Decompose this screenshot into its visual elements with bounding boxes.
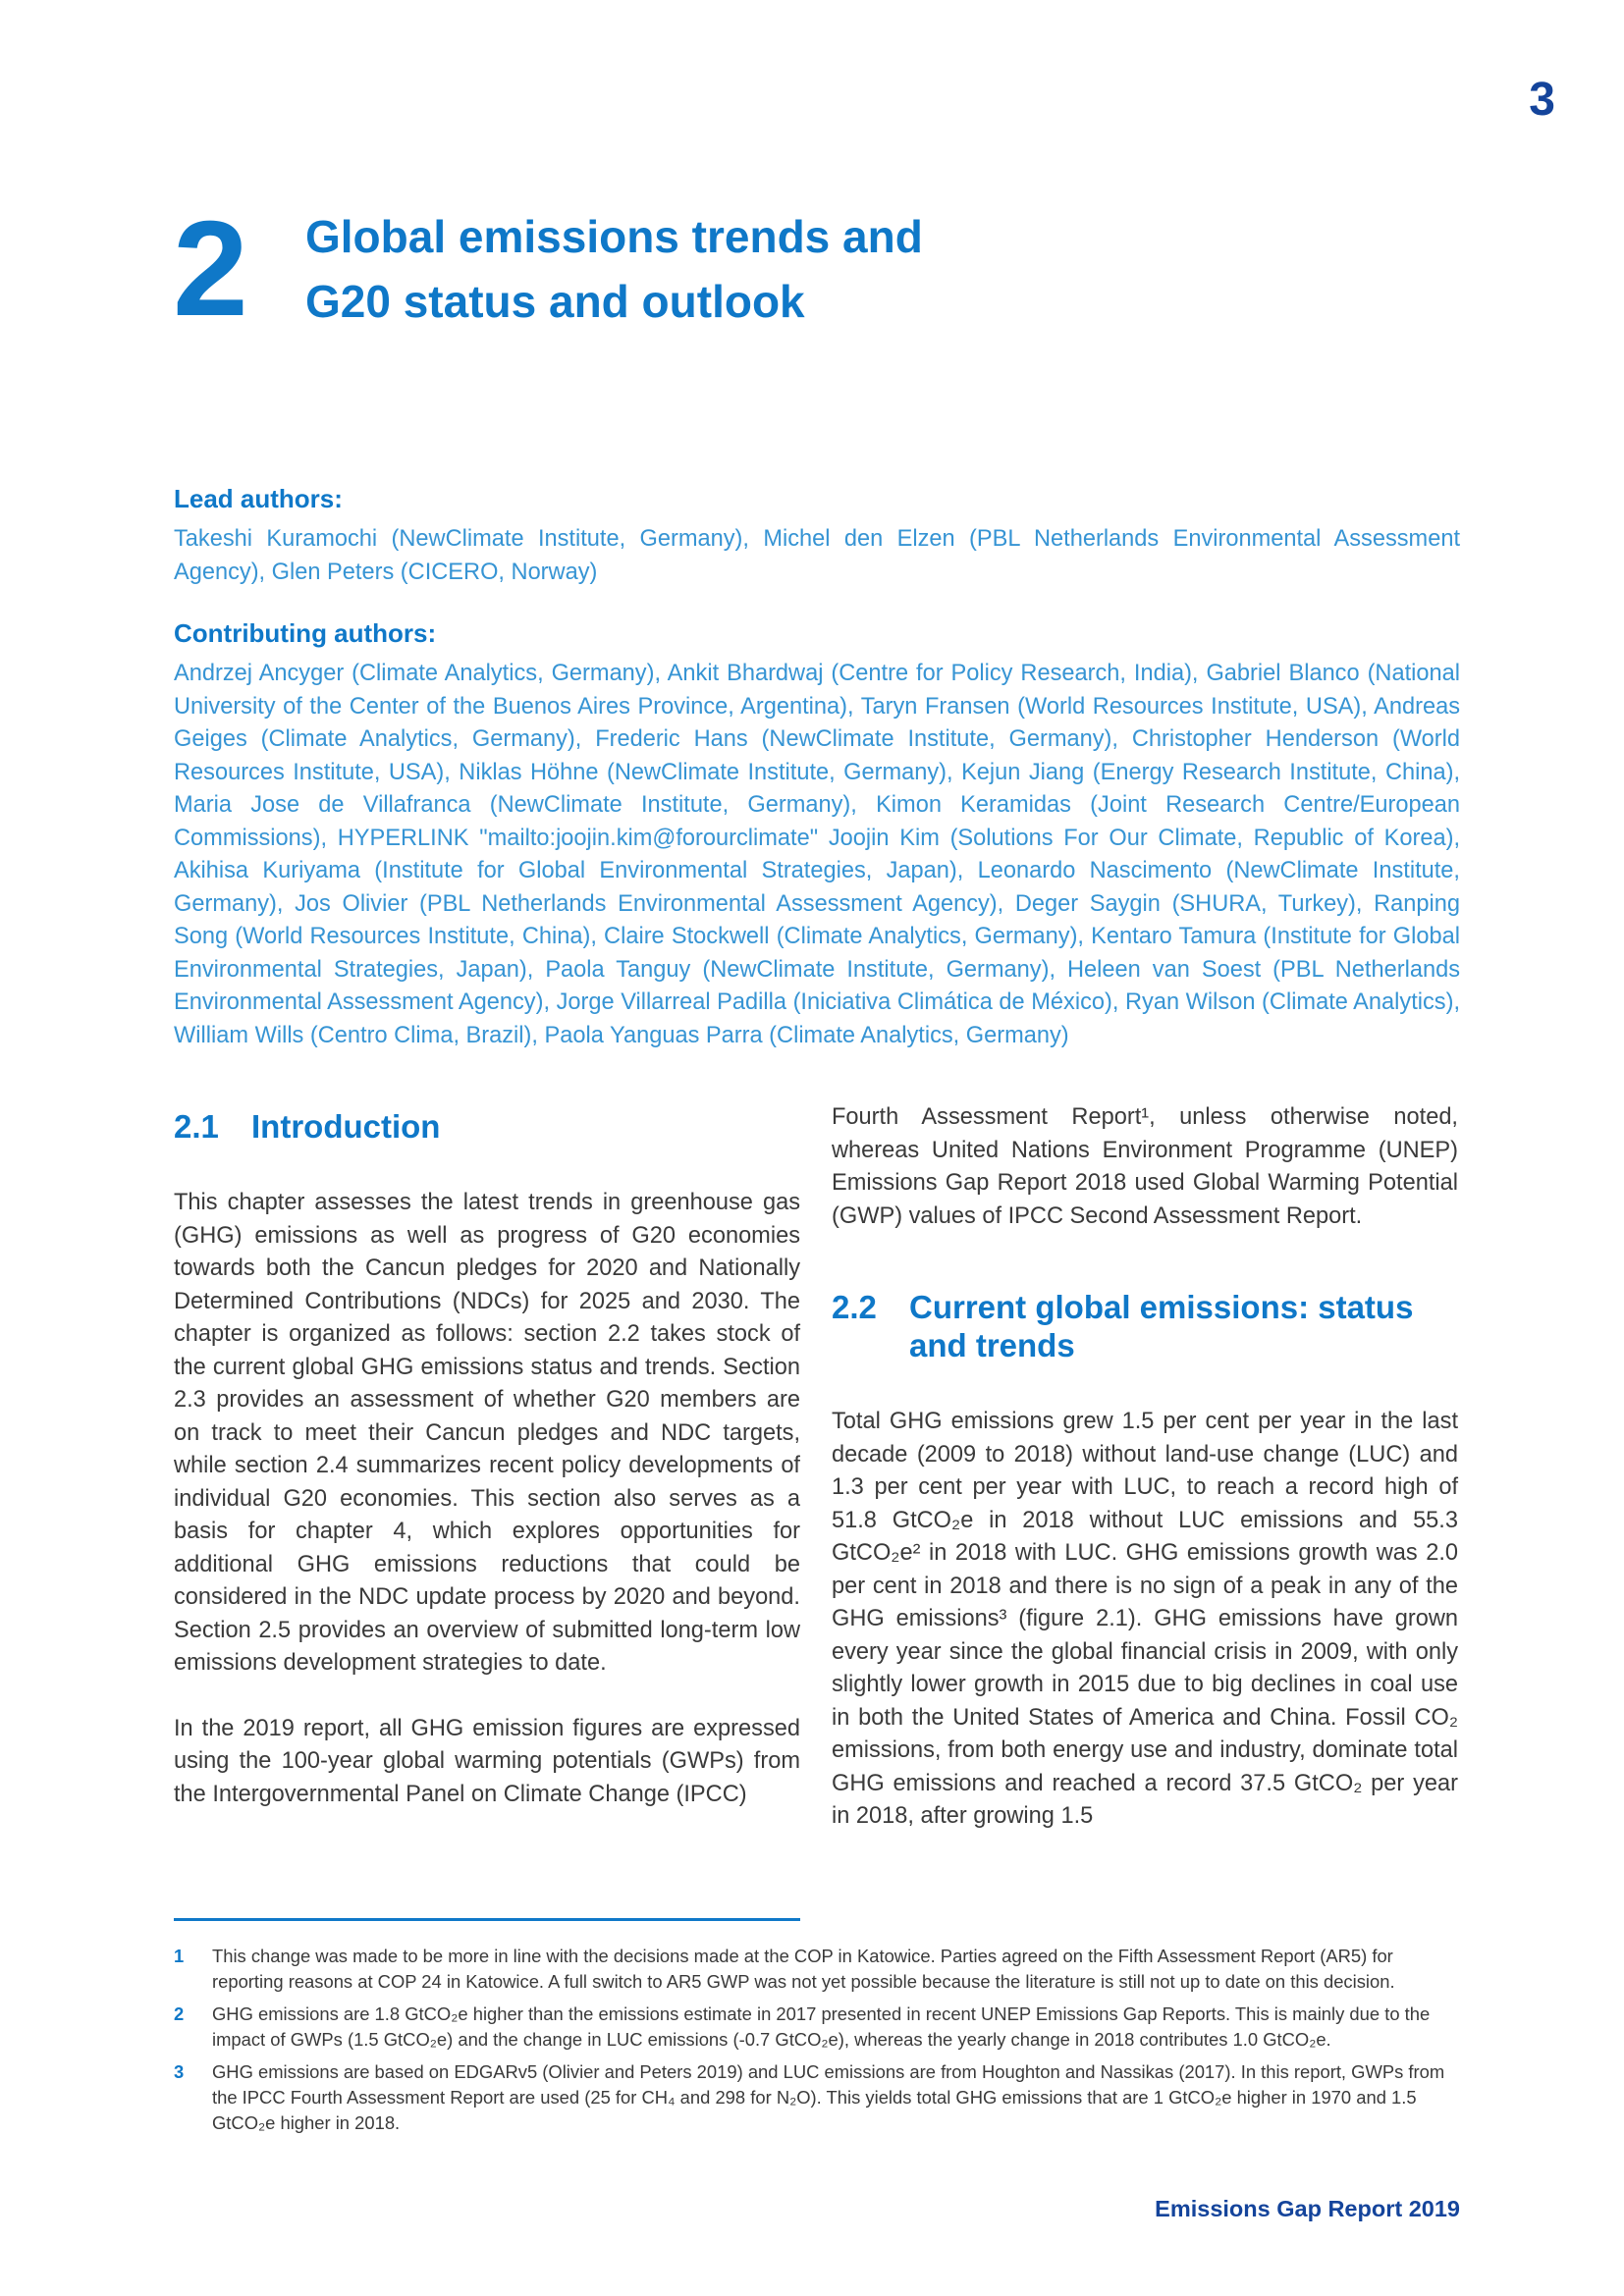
section-2-2-number: 2.2 [832,1289,877,1325]
footnote-2-number: 2 [174,2003,185,2024]
section-2-2-title-line-1: Current global emissions: status [909,1289,1414,1325]
footnote-2 [174,2002,1460,2053]
intro-paragraph-1: This chapter assesses the latest trends in greenhouse gas (GHG) emissions as well as progress of G20 economies towards both the Cancun pledges for 2020 and Nationally Determined Contributions (NDCs) for 2025 and 2030. The chapter is organized as follows: section 2.2 takes stock of the current global GHG emissions status and trends. Section 2.3 provides an assessment of whether G20 members are on track to meet their Cancun pledges and NDC targets, while section 2.4 summarizes recent policy developments of individual G20 economies. This section also serves as a basis for chapter 4, which explores opportunities for additional GHG emissions reductions that could be considered in the NDC update process by 2020 and beyond. Section 2.5 provides an overview of submitted long-term low emissions development strategies to date. [174,1190,800,1676]
intro-paragraph-2: In the 2019 report, all GHG emission figures are expressed using the 100-year global warming potentials (GWPs) from the Intergovernmental Panel on Climate Change (IPCC) [174,1715,800,1807]
footnote-1-number: 1 [174,1946,185,1966]
lead-authors-text: Takeshi Kuramochi (NewClimate Institute, Germany), Michel den Elzen (PBL Netherlands Environmental Assessment Agency), Glen Peters (CICERO, Norway) [174,526,1460,585]
footnotes [174,1944,1460,2143]
chapter-title [305,204,1189,334]
footnote-1 [174,1944,1460,1995]
section-2-2-heading [832,1288,1458,1364]
chapter-number: 2 [173,193,246,345]
chapter-title-line-2: G20 status and outlook [305,276,805,327]
footnote-1-text: This change was made to be more in line with the decisions made at the COP in Katowice. Parties agreed on the Fifth Assessment Report (AR5) for reporting reasons at COP 24 in Katowice. A full switch to AR5 GWP was not yet possible because the literature is still not up to date on this decision. [212,1946,1395,1992]
footnote-divider [174,1918,800,1921]
right-column [832,1101,1458,1834]
chapter-title-line-1: Global emissions trends and [305,211,923,262]
left-column [174,1101,800,1811]
contributing-authors-heading: Contributing authors: [174,618,437,648]
footnote-3-number: 3 [174,2061,185,2082]
current-emissions-paragraph-1: Total GHG emissions grew 1.5 per cent per year in the last decade (2009 to 2018) without land-use change (LUC) and 1.3 per cent per year with LUC, to reach a record high of 51.8 GtCO₂e in 2018 without LUC emissions and 55.3 GtCO₂e² in 2018 with LUC. GHG emissions growth was 2.0 per cent in 2018 and there is no sign of a peak in any of the GHG emissions³ (figure 2.1). GHG emissions have grown every year since the global financial crisis in 2009, with only slightly lower growth in 2015 due to big declines in coal use in both the United States of America and China. Fossil CO₂ emissions, from both energy use and industry, dominate total GHG emissions and reached a record 37.5 GtCO₂ per year in 2018, after growing 1.5 [832,1409,1458,1829]
section-2-2-title-line-2: and trends [909,1327,1075,1363]
footnote-3-text: GHG emissions are based on EDGARv5 (Olivier and Peters 2019) and LUC emissions are from Houghton and Nassikas (2017). In this report, GWPs from the IPCC Fourth Assessment Report are used (25 for CH₄ and 298 for N₂O). This yields total GHG emissions that are 1 GtCO₂e higher in 1970 and 1.5 GtCO₂e higher in 2018. [212,2061,1445,2133]
contributing-authors-text: Andrzej Ancyger (Climate Analytics, Germany), Ankit Bhardwaj (Centre for Policy Research, India), Gabriel Blanco (National University of the Center of the Buenos Aires Province, Argentina), Taryn Fransen (World Resources Institute, USA), Andreas Geiges (Climate Analytics, Germany), Frederic Hans (NewClimate Institute, Germany), Christopher Henderson (World Resources Institute, USA), Niklas Höhne (NewClimate Institute, Germany), Kejun Jiang (Energy Research Institute, China), Maria Jose de Villafranca (NewClimate Institute, Germany), Kimon Keramidas (Joint Research Centre/European Commissions), HYPERLINK "mailto:joojin.kim@forourclimate" Joojin Kim (Solutions For Our Climate, Republic of Korea), Akihisa Kuriyama (Institute for Global Environmental Strategies, Japan), Leonardo Nascimento (NewClimate Institute, Germany), Jos Olivier (PBL Netherlands Environmental Assessment Agency), Deger Saygin (SHURA, Turkey), Ranping Song (World Resources Institute, China), Claire Stockwell (Climate Analytics, Germany), Kentaro Tamura (Institute for Global Environmental Strategies, Japan), Paola Tanguy (NewClimate Institute, Germany), Heleen van Soest (PBL Netherlands Environmental Assessment Agency), Jorge Villarreal Padilla (Iniciativa Climática de México), Ryan Wilson (Climate Analytics), William Wills (Centro Clima, Brazil), Paola Yanguas Parra (Climate Analytics, Germany) [174,661,1460,1048]
footnote-2-text: GHG emissions are 1.8 GtCO₂e higher than the emissions estimate in 2017 presented in recent UNEP Emissions Gap Reports. This is mainly due to the impact of GWPs (1.5 GtCO₂e) and the change in LUC emissions (-0.7 GtCO₂e), whereas the yearly change in 2018 contributes 1.0 GtCO₂e. [212,2003,1431,2050]
lead-authors-heading: Lead authors: [174,484,343,513]
footnote-3 [174,2059,1460,2136]
page-number: 3 [1529,74,1555,126]
section-2-1-heading [174,1101,800,1146]
authors-block [174,482,1460,1052]
section-2-1-number: 2.1 [174,1108,219,1145]
section-2-1-title: Introduction [251,1108,441,1145]
report-footer-title: Emissions Gap Report 2019 [1155,2196,1460,2221]
intro-paragraph-2-continued: Fourth Assessment Report¹, unless otherwise noted, whereas United Nations Environment Programme (UNEP) Emissions Gap Report 2018 used Global Warming Potential (GWP) values of IPCC Second Assessment Report. [832,1104,1458,1229]
section-2-2-title [909,1288,1413,1364]
